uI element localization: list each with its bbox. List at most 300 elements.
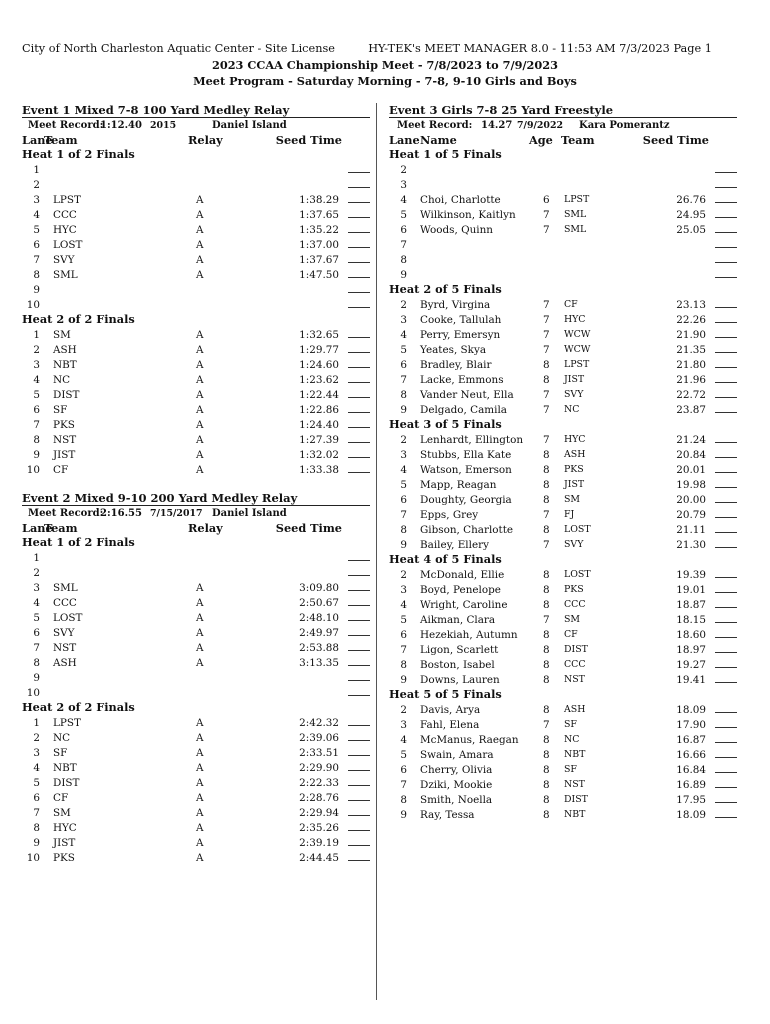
table-row [22,550,370,565]
table-row [22,297,370,312]
team-code: JIST [53,837,76,849]
team-code: LPST [53,194,81,206]
team-code: SF [53,747,68,759]
lane-number: 4 [33,597,40,609]
team-code: LPST [564,194,590,205]
heat-title: Heat 2 of 5 Finals [389,282,502,296]
seed-time: 23.87 [676,404,706,416]
lane-number: 4 [400,329,407,341]
table-row [389,327,737,342]
swimmer-age: 7 [543,539,550,551]
table-row [22,775,370,790]
result-blank-line [715,307,737,308]
team-code: CF [53,464,69,476]
table-row [389,777,737,792]
seed-time: 20.84 [676,449,706,461]
table-row [22,760,370,775]
swimmer-name: Cooke, Tallulah [420,314,502,326]
table-row [389,192,737,207]
swimmer-age: 7 [543,344,550,356]
team-code: WCW [564,329,591,340]
swimmer-name: Perry, Emersyn [420,329,501,341]
seed-time: 18.97 [676,644,706,656]
result-blank-line [348,605,370,606]
team-code: NST [53,642,77,654]
swimmer-age: 8 [543,674,550,686]
site-license: City of North Charleston Aquatic Center - Site License [22,42,335,55]
seed-time: 2:39.19 [299,837,339,849]
lane-number: 2 [33,179,40,191]
result-blank-line [348,860,370,861]
relay-letter: A [196,807,204,819]
result-blank-line [715,187,737,188]
swimmer-name: Bailey, Ellery [420,539,489,551]
swimmer-name: Vander Neut, Ella [420,389,514,401]
result-blank-line [348,457,370,458]
result-blank-line [715,802,737,803]
result-blank-line [348,785,370,786]
table-row [22,177,370,192]
relay-letter: A [196,747,204,759]
table-row [22,357,370,372]
table-row [389,432,737,447]
seed-time: 1:23.62 [299,374,339,386]
result-blank-line [348,367,370,368]
seed-time: 2:44.45 [299,852,339,864]
swimmer-name: Aikman, Clara [420,614,496,626]
seed-time: 21.24 [676,434,706,446]
seed-time: 1:27.39 [299,434,339,446]
team-code: CF [53,792,69,804]
team-code: SM [53,329,71,341]
result-blank-line [715,322,737,323]
table-row [389,297,737,312]
lane-number: 7 [400,374,407,386]
result-blank-line [715,217,737,218]
lane-number: 9 [400,404,407,416]
swimmer-name: Mapp, Reagan [420,479,497,491]
record-time: 14.27 [481,120,513,131]
record-date: 2015 [150,120,177,131]
seed-time: 1:38.29 [299,194,339,206]
result-blank-line [348,277,370,278]
table-row [389,477,737,492]
result-blank-line [348,217,370,218]
swimmer-age: 8 [543,449,550,461]
team-code: SVY [53,627,75,639]
seed-time: 3:13.35 [299,657,339,669]
table-row [389,717,737,732]
lane-number: 3 [400,584,407,596]
lane-number: 3 [33,359,40,371]
table-row [389,372,737,387]
team-code: NC [564,734,580,745]
lane-number: 9 [33,449,40,461]
seed-time: 19.01 [676,584,706,596]
relay-letter: A [196,194,204,206]
lane-number: 9 [33,837,40,849]
result-blank-line [715,262,737,263]
lane-number: 3 [33,747,40,759]
result-blank-line [348,412,370,413]
seed-time: 18.09 [676,704,706,716]
seed-time: 20.01 [676,464,706,476]
result-blank-line [715,757,737,758]
swimmer-age: 7 [543,224,550,236]
lane-number: 10 [26,464,40,476]
swimmer-age: 8 [543,584,550,596]
event-title: Event 3 Girls 7-8 25 Yard Freestyle [389,103,614,117]
table-row [389,612,737,627]
relay-letter: A [196,657,204,669]
lane-number: 7 [400,644,407,656]
lane-number: 8 [400,389,407,401]
swimmer-age: 7 [543,329,550,341]
result-blank-line [715,487,737,488]
swimmer-age: 8 [543,734,550,746]
team-code: SML [53,269,78,281]
lane-number: 4 [400,194,407,206]
event3-section [389,103,737,822]
column-divider [376,103,377,1000]
seed-time: 2:53.88 [299,642,339,654]
relay-letter: A [196,374,204,386]
seed-time: 2:22.33 [299,777,339,789]
team-code: CF [564,299,578,310]
swimmer-age: 8 [543,809,550,821]
lane-number: 7 [33,642,40,654]
relay-letter: A [196,597,204,609]
team-code: PKS [53,852,75,864]
result-blank-line [715,772,737,773]
lane-number: 6 [400,224,407,236]
swimmer-age: 8 [543,779,550,791]
record-date: 7/9/2022 [517,120,563,131]
team-code: LOST [564,524,591,535]
record-label: Meet Record: [28,120,104,131]
seed-time: 24.95 [676,209,706,221]
seed-time: 1:35.22 [299,224,339,236]
table-row [389,447,737,462]
table-row [22,640,370,655]
table-row [22,745,370,760]
team-code: SVY [53,254,75,266]
swimmer-name: Watson, Emerson [420,464,512,476]
swimmer-age: 8 [543,524,550,536]
team-code: CCC [53,209,77,221]
relay-letter: A [196,209,204,221]
relay-letter: A [196,792,204,804]
table-row [389,462,737,477]
lane-number: 3 [33,582,40,594]
result-blank-line [348,755,370,756]
lane-number: 2 [33,567,40,579]
team-code: NC [53,732,71,744]
lane-number: 1 [33,717,40,729]
swimmer-age: 7 [543,614,550,626]
team-code: SVY [564,539,584,550]
result-blank-line [348,382,370,383]
col-team: Team [44,521,78,535]
lane-number: 5 [33,389,40,401]
relay-letter: A [196,269,204,281]
table-row [22,730,370,745]
seed-time: 1:24.40 [299,419,339,431]
table-row [22,417,370,432]
lane-number: 2 [400,299,407,311]
relay-letter: A [196,344,204,356]
lane-number: 5 [400,614,407,626]
lane-number: 6 [400,764,407,776]
lane-number: 5 [400,209,407,221]
table-row [22,580,370,595]
lane-number: 10 [26,299,40,311]
swimmer-name: McManus, Raegan [420,734,519,746]
lane-number: 9 [400,539,407,551]
table-row [389,807,737,822]
team-code: HYC [564,314,586,325]
result-blank-line [715,532,737,533]
lane-number: 4 [33,374,40,386]
result-blank-line [715,337,737,338]
seed-time: 20.79 [676,509,706,521]
event2-section [22,491,370,865]
swimmer-age: 6 [543,194,550,206]
relay-letter: A [196,612,204,624]
heat-title: Heat 3 of 5 Finals [389,417,502,431]
team-code: NST [564,779,585,790]
seed-time: 19.41 [676,674,706,686]
lane-number: 5 [33,777,40,789]
lane-number: 3 [400,314,407,326]
lane-number: 8 [400,524,407,536]
table-row [22,715,370,730]
relay-letter: A [196,822,204,834]
table-row [389,402,737,417]
result-blank-line [715,712,737,713]
team-code: DIST [53,389,80,401]
team-code: HYC [53,822,77,834]
seed-time: 1:29.77 [299,344,339,356]
team-code: SM [53,807,71,819]
table-row [22,237,370,252]
result-blank-line [348,575,370,576]
seed-time: 1:33.38 [299,464,339,476]
relay-letter: A [196,464,204,476]
seed-time: 21.80 [676,359,706,371]
team-code: CCC [564,659,586,670]
result-blank-line [348,232,370,233]
result-blank-line [715,517,737,518]
seed-time: 26.76 [676,194,706,206]
lane-number: 7 [33,419,40,431]
table-row [389,222,737,237]
result-blank-line [715,442,737,443]
seed-time: 19.39 [676,569,706,581]
result-blank-line [715,547,737,548]
swimmer-age: 7 [543,389,550,401]
col-seed: Seed Time [642,133,709,147]
seed-time: 21.11 [676,524,706,536]
table-row [389,657,737,672]
seed-time: 2:42.32 [299,717,339,729]
result-blank-line [715,607,737,608]
seed-time: 21.90 [676,329,706,341]
lane-number: 2 [33,344,40,356]
lane-number: 8 [33,822,40,834]
table-row [22,342,370,357]
team-code: JIST [564,479,585,490]
table-row [22,790,370,805]
swimmer-age: 8 [543,359,550,371]
table-row [389,237,737,252]
team-code: SF [564,719,577,730]
seed-time: 18.60 [676,629,706,641]
result-blank-line [715,247,737,248]
col-lane: Lane [22,521,53,535]
heat-title: Heat 1 of 2 Finals [22,147,135,161]
swimmer-age: 8 [543,764,550,776]
record-holder: Daniel Island [212,120,287,131]
result-blank-line [348,800,370,801]
column-header [389,132,737,147]
table-row [22,207,370,222]
table-row [22,327,370,342]
swimmer-name: Delgado, Camila [420,404,508,416]
swimmer-name: Fahl, Elena [420,719,480,731]
result-blank-line [348,337,370,338]
page-header [22,42,712,56]
swimmer-name: Stubbs, Ella Kate [420,449,512,461]
lane-number: 2 [400,704,407,716]
relay-letter: A [196,404,204,416]
col-seed: Seed Time [275,521,342,535]
table-row [389,357,737,372]
result-blank-line [348,770,370,771]
table-row [389,312,737,327]
table-row [389,387,737,402]
team-code: LOST [564,569,591,580]
relay-letter: A [196,777,204,789]
seed-time: 18.15 [676,614,706,626]
result-blank-line [348,307,370,308]
table-row [22,835,370,850]
seed-time: 2:29.90 [299,762,339,774]
team-code: SF [53,404,68,416]
table-row [389,342,737,357]
swimmer-name: Gibson, Charlotte [420,524,514,536]
result-blank-line [348,472,370,473]
team-code: NBT [564,809,586,820]
lane-number: 4 [33,209,40,221]
swimmer-name: McDonald, Ellie [420,569,505,581]
table-row [22,670,370,685]
seed-time: 2:49.97 [299,627,339,639]
event-title: Event 2 Mixed 9-10 200 Yard Medley Relay [22,491,298,505]
table-row [22,222,370,237]
lane-number: 8 [33,434,40,446]
software-stamp: HY-TEK's MEET MANAGER 8.0 - 11:53 AM 7/3/2023 Page 1 [368,42,712,55]
lane-number: 8 [400,794,407,806]
seed-time: 2:29.94 [299,807,339,819]
result-blank-line [715,742,737,743]
relay-letter: A [196,239,204,251]
result-blank-line [715,202,737,203]
relay-letter: A [196,717,204,729]
swimmer-age: 8 [543,629,550,641]
lane-number: 9 [33,284,40,296]
relay-letter: A [196,434,204,446]
table-row [22,805,370,820]
lane-number: 6 [400,629,407,641]
swimmer-age: 8 [543,659,550,671]
lane-number: 1 [33,164,40,176]
table-row [22,462,370,477]
result-blank-line [715,232,737,233]
lane-number: 7 [400,239,407,251]
swimmer-age: 8 [543,794,550,806]
table-row [22,655,370,670]
table-row [22,685,370,700]
seed-time: 16.84 [676,764,706,776]
col-age: Age [529,133,553,147]
swimmer-age: 7 [543,404,550,416]
lane-number: 9 [33,672,40,684]
table-row [22,595,370,610]
result-blank-line [348,635,370,636]
result-blank-line [715,787,737,788]
seed-time: 1:22.86 [299,404,339,416]
result-blank-line [715,577,737,578]
seed-time: 16.66 [676,749,706,761]
lane-number: 5 [400,344,407,356]
lane-number: 6 [400,494,407,506]
team-code: SM [564,614,581,625]
team-code: HYC [53,224,77,236]
meet-title: 2023 CCAA Championship Meet - 7/8/2023 to 7/9/2023 [211,58,559,72]
result-blank-line [348,830,370,831]
relay-letter: A [196,642,204,654]
swimmer-name: Doughty, Georgia [420,494,512,506]
lane-number: 10 [26,687,40,699]
lane-number: 7 [400,509,407,521]
swimmer-name: Dziki, Mookie [420,779,493,791]
relay-letter: A [196,359,204,371]
swimmer-age: 7 [543,314,550,326]
seed-time: 1:24.60 [299,359,339,371]
lane-number: 2 [400,434,407,446]
team-code: NBT [53,359,77,371]
swimmer-name: Ray, Tessa [420,809,475,821]
swimmer-name: Byrd, Virgina [420,299,491,311]
col-team: Team [561,133,595,147]
swimmer-name: Lenhardt, Ellington [420,434,524,446]
result-blank-line [715,622,737,623]
team-code: NC [564,404,580,415]
result-blank-line [348,620,370,621]
team-code: FJ [564,509,575,520]
col-relay: Relay [188,521,223,535]
relay-letter: A [196,837,204,849]
relay-letter: A [196,329,204,341]
swimmer-name: Downs, Lauren [420,674,500,686]
team-code: DIST [564,794,588,805]
swimmer-age: 7 [543,209,550,221]
table-row [22,447,370,462]
seed-time: 2:33.51 [299,747,339,759]
table-row [22,402,370,417]
result-blank-line [348,680,370,681]
